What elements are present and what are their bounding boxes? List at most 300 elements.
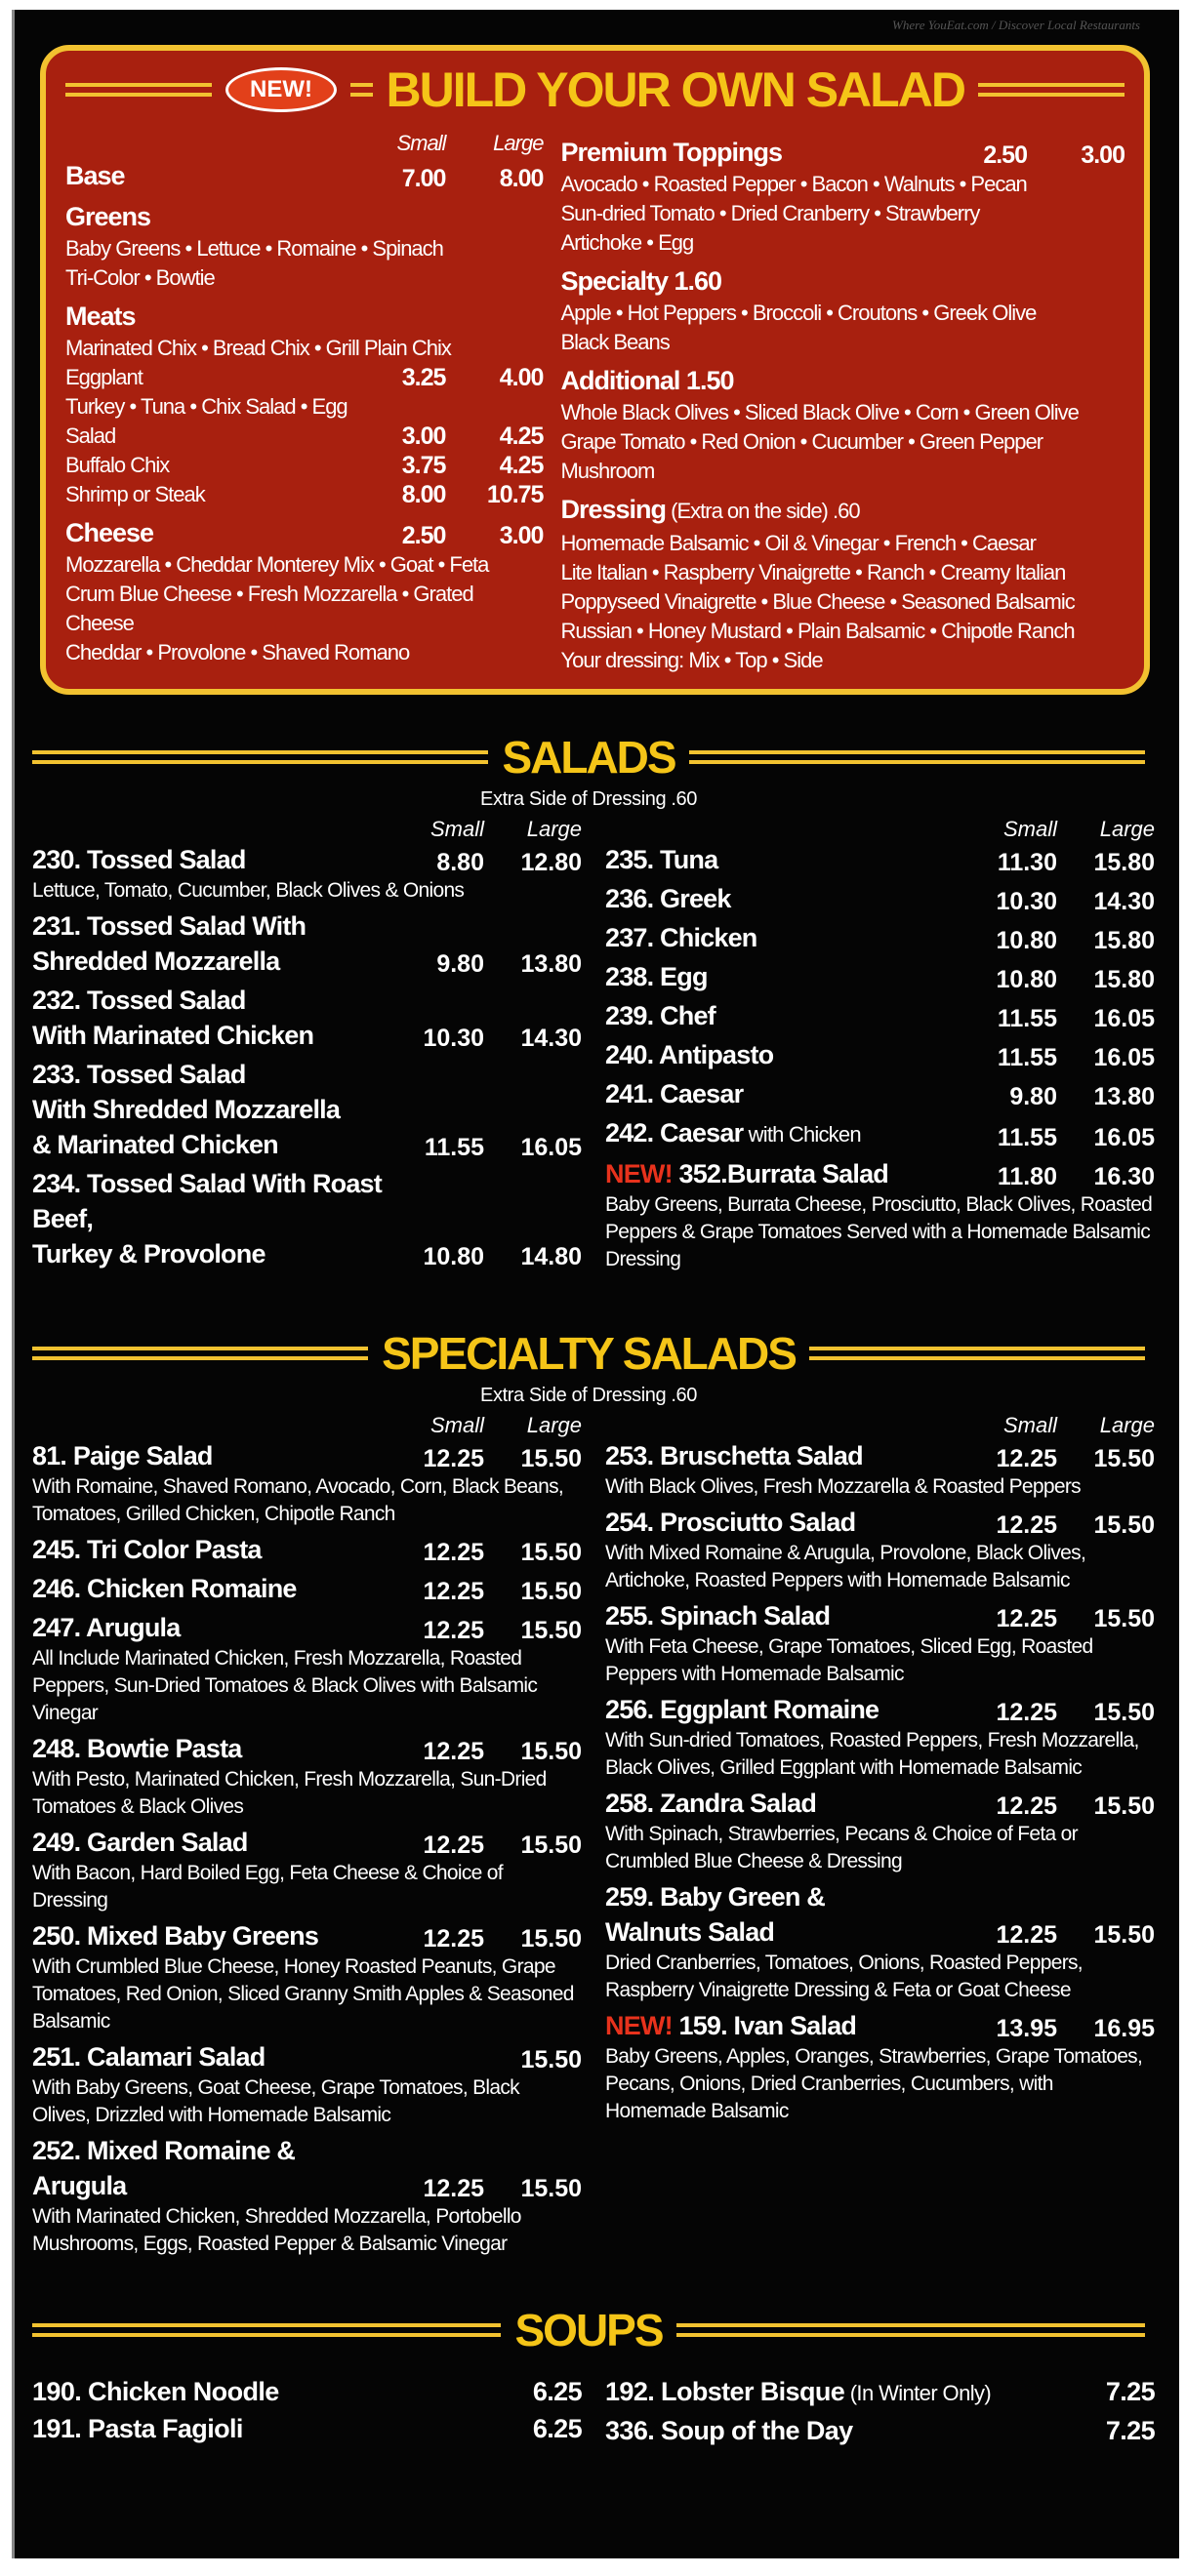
- small-price: 12.25: [996, 1445, 1057, 1472]
- small-price: 11.30: [997, 849, 1057, 876]
- small-price: 3.75: [401, 452, 446, 479]
- option-label: Buffalo Chix: [65, 453, 170, 477]
- large-price: 16.95: [1093, 2015, 1155, 2042]
- soup-price: 6.25: [532, 2414, 582, 2443]
- small-price: 2.50: [401, 522, 446, 549]
- divider: [978, 83, 1125, 97]
- large-price: 4.25: [499, 423, 544, 450]
- option-name: [560, 263, 1125, 299]
- option-heading: Premium Toppings: [560, 138, 782, 167]
- option-heading: Meats: [65, 302, 136, 331]
- large-price: 15.50: [1093, 1605, 1155, 1632]
- build-option-group: [65, 363, 543, 392]
- option-note: [666, 499, 860, 523]
- menu-item: [605, 1692, 1155, 1782]
- extra-dressing-note: Extra Side of Dressing .60: [480, 1385, 697, 1406]
- large-price: 16.05: [1093, 1044, 1155, 1071]
- small-price: 9.80: [1009, 1083, 1057, 1110]
- menu-item-row: [32, 1610, 582, 1645]
- menu-item: [32, 1918, 582, 2035]
- small-price: 12.25: [423, 1617, 484, 1644]
- menu-item: [32, 1532, 582, 1567]
- large-price: 14.80: [520, 1243, 582, 1270]
- divider: [350, 83, 373, 97]
- menu-item-row: [32, 1166, 582, 1271]
- large-header: Large: [1099, 817, 1155, 841]
- soup-item: [32, 2373, 582, 2410]
- item-name: [605, 998, 960, 1033]
- small-price: 12.25: [423, 1831, 484, 1859]
- large-price: 15.50: [520, 1617, 582, 1644]
- item-title: 247. Arugula: [32, 1613, 181, 1642]
- menu-item-row: [605, 1879, 1155, 1950]
- soup-name: [32, 2373, 484, 2410]
- build-option-group: [65, 451, 543, 480]
- option-heading: Additional 1.50: [560, 366, 734, 395]
- item-name: [605, 2008, 960, 2043]
- item-description: Dried Cranberries, Tomatoes, Onions, Roasted Peppers, Raspberry Vinaigrette Dressing & Feta or Goat Cheese: [605, 1952, 1083, 2001]
- menu-item-row: [605, 998, 1155, 1033]
- small-header: Small: [1002, 1413, 1057, 1437]
- menu-item: [605, 1879, 1155, 2004]
- large-price: 13.80: [520, 950, 582, 978]
- large-price: 14.30: [1093, 888, 1155, 915]
- small-price: 9.80: [436, 950, 484, 978]
- large-price: 15.50: [1093, 1511, 1155, 1539]
- build-option-group: [560, 263, 1125, 357]
- item-name: [32, 1057, 387, 1162]
- item-description: With Romaine, Shaved Romano, Avocado, Corn, Black Beans, Tomatoes, Grilled Chicken, Chipotle Ranch: [32, 1475, 564, 1525]
- section-title: BUILD YOUR OWN SALAD: [386, 62, 964, 117]
- soup-title: 336. Soup of the Day: [605, 2416, 853, 2445]
- option-list: Homemade Balsamic • Oil & Vinegar • French • Caesar Lite Italian • Raspberry Vinaigrette • Ranch • Creamy Italian Poppyseed Vinaigrette • Blue Cheese • Seasoned Balsamic Russian • Honey Mustard • Plain Balsamic • Chipotle Ranch Your dressing: Mix • Top • Side: [560, 531, 1075, 672]
- item-description: All Include Marinated Chicken, Fresh Mozzarella, Roasted Peppers, Sun-Dried Tomatoes & Black Olives with Balsamic Vinegar: [32, 1647, 538, 1724]
- item-title: 239. Chef: [605, 1001, 716, 1030]
- option-row: [560, 135, 1125, 170]
- build-option-group: [560, 363, 1125, 486]
- menu-item-row: [605, 1115, 1155, 1152]
- item-title: 242. Caesar: [605, 1118, 744, 1147]
- option-heading: Cheese: [65, 518, 154, 547]
- option-label: Eggplant: [65, 365, 143, 389]
- option-name: [65, 158, 348, 193]
- soup-name: [32, 2410, 484, 2447]
- small-price: 12.25: [996, 1921, 1057, 1949]
- build-option-group: [560, 135, 1125, 258]
- item-title: 251. Calamari Salad: [32, 2042, 266, 2072]
- option-row: [65, 480, 543, 509]
- option-heading: Greens: [65, 202, 151, 231]
- item-description: Lettuce, Tomato, Cucumber, Black Olives & Onions: [32, 879, 465, 902]
- menu-item-row: [605, 959, 1155, 994]
- item-title: 238. Egg: [605, 962, 708, 991]
- soups-list: [32, 2373, 1155, 2449]
- soup-price: 7.25: [1105, 2377, 1155, 2406]
- item-name: [605, 959, 960, 994]
- small-price: 13.95: [996, 2015, 1057, 2042]
- small-price: 3.00: [401, 423, 446, 450]
- large-price: 3.00: [499, 522, 544, 549]
- option-heading: Dressing: [560, 495, 666, 524]
- section-title: SPECIALTY SALADS: [382, 1328, 796, 1379]
- menu-item: [32, 983, 582, 1053]
- menu-item-row: [32, 1731, 582, 1766]
- menu-item: [32, 2039, 582, 2129]
- menu-item-row: [605, 2008, 1155, 2043]
- item-name: [32, 2039, 387, 2074]
- soup-item: [605, 2412, 1155, 2449]
- small-price: 11.55: [424, 1134, 484, 1161]
- item-name: [605, 1598, 960, 1633]
- menu-item: [605, 1076, 1155, 1111]
- menu-item-row: [605, 1692, 1155, 1727]
- build-option-group: [65, 515, 543, 667]
- large-price: 16.05: [1093, 1005, 1155, 1032]
- item-title: 245. Tri Color Pasta: [32, 1535, 262, 1564]
- item-note: with Chicken: [743, 1122, 861, 1147]
- menu-item: [605, 1786, 1155, 1875]
- large-header: Large: [526, 1413, 582, 1437]
- large-price: 15.50: [520, 1445, 582, 1472]
- item-title: 231. Tossed Salad With Shredded Mozzarella: [32, 911, 307, 976]
- small-price: 12.25: [996, 1605, 1057, 1632]
- item-title: 81. Paige Salad: [32, 1441, 213, 1470]
- menu-item: [32, 1166, 582, 1271]
- large-price: 14.30: [520, 1025, 582, 1052]
- menu-item-row: [32, 1532, 582, 1567]
- menu-item-row: [605, 1156, 1155, 1191]
- menu-item-row: [32, 2039, 582, 2074]
- item-name: [32, 1571, 387, 1606]
- menu-item-row: [32, 1438, 582, 1473]
- item-title: 240. Antipasto: [605, 1040, 774, 1069]
- large-price: 15.80: [1093, 849, 1155, 876]
- option-name: [560, 135, 929, 170]
- specialty-salads-list: [32, 1413, 1155, 2262]
- item-title: 252. Mixed Romaine & Arugula: [32, 2136, 296, 2200]
- item-name: [32, 2133, 387, 2203]
- menu-item-row: [32, 1918, 582, 1953]
- option-row: [65, 363, 543, 392]
- divider: [32, 1347, 368, 1360]
- item-title: 258. Zandra Salad: [605, 1789, 817, 1818]
- section-title: SALADS: [502, 732, 675, 783]
- large-price: 15.50: [520, 1578, 582, 1605]
- menu-item: [32, 1731, 582, 1821]
- menu-item: [605, 842, 1155, 877]
- large-price: 15.50: [520, 1831, 582, 1859]
- large-price: 16.30: [1093, 1163, 1155, 1190]
- large-price: 16.05: [520, 1134, 582, 1161]
- item-title: 248. Bowtie Pasta: [32, 1734, 242, 1763]
- option-row: [65, 299, 543, 334]
- small-price: 12.25: [996, 1511, 1057, 1539]
- small-price: 11.55: [997, 1044, 1057, 1071]
- item-description: With Baby Greens, Goat Cheese, Grape Tomatoes, Black Olives, Drizzled with Homemade Balsamic: [32, 2076, 519, 2126]
- menu-item: [32, 908, 582, 979]
- menu-item-row: [32, 1057, 582, 1162]
- item-title: 236. Greek: [605, 884, 731, 913]
- item-title: 237. Chicken: [605, 923, 757, 952]
- item-name: [32, 1825, 387, 1860]
- option-list: Baby Greens • Lettuce • Romaine • Spinach Tri-Color • Bowtie: [65, 236, 443, 290]
- small-price: 12.25: [996, 1792, 1057, 1820]
- soup-price: 7.25: [1105, 2416, 1155, 2445]
- menu-item: [605, 998, 1155, 1033]
- item-name: [32, 1438, 387, 1473]
- large-price: 15.50: [520, 2175, 582, 2202]
- item-title: 232. Tossed Salad With Marinated Chicken: [32, 986, 314, 1050]
- option-list: Marinated Chix • Bread Chix • Grill Plain Chix: [65, 336, 451, 360]
- item-title: 253. Bruschetta Salad: [605, 1441, 863, 1470]
- option-label: Shrimp or Steak: [65, 482, 205, 506]
- item-name: [32, 1532, 387, 1567]
- small-price: 12.25: [423, 1578, 484, 1605]
- menu-item: [32, 842, 582, 905]
- item-title: 246. Chicken Romaine: [32, 1574, 297, 1603]
- item-title: 159. Ivan Salad: [678, 2011, 857, 2040]
- menu-item-row: [605, 842, 1155, 877]
- menu-item-row: [605, 1505, 1155, 1540]
- soup-item: [605, 2373, 1155, 2412]
- large-price: 15.50: [1093, 1792, 1155, 1820]
- item-name: [32, 1610, 387, 1645]
- option-list: Mozzarella • Cheddar Monterey Mix • Goat • Feta Crum Blue Cheese • Fresh Mozzarella • Grated Cheese Cheddar • Provolone • Shaved Romano: [65, 552, 489, 664]
- option-name: [65, 299, 543, 334]
- menu-item-row: [605, 1037, 1155, 1072]
- small-header: Small: [429, 817, 484, 841]
- option-list: Apple • Hot Peppers • Broccoli • Croutons • Greek Olive Black Beans: [560, 301, 1037, 354]
- item-name: [32, 908, 387, 979]
- small-price: 2.50: [983, 141, 1027, 169]
- item-title: 250. Mixed Baby Greens: [32, 1921, 319, 1951]
- small-price: 12.25: [423, 2175, 484, 2202]
- price-header: [32, 1413, 582, 1438]
- menu-item: [605, 1438, 1155, 1501]
- item-description: With Bacon, Hard Boiled Egg, Feta Cheese & Choice of Dressing: [32, 1862, 503, 1912]
- menu-item: [32, 2133, 582, 2258]
- section-title: SOUPS: [514, 2305, 663, 2355]
- menu-item: [32, 1057, 582, 1162]
- large-price: 15.50: [1093, 1921, 1155, 1949]
- small-price: 8.80: [436, 849, 484, 876]
- large-price: 15.50: [1093, 1699, 1155, 1726]
- small-price: 8.00: [401, 481, 446, 508]
- build-title-bar: [65, 51, 1125, 129]
- menu-item-row: [32, 1825, 582, 1860]
- soup-note: (In Winter Only): [844, 2381, 992, 2405]
- menu-page: [12, 10, 1179, 2558]
- item-title: 249. Garden Salad: [32, 1828, 248, 1857]
- soup-title: 191. Pasta Fagioli: [32, 2414, 243, 2443]
- price-header: [605, 817, 1155, 842]
- item-name: [32, 1731, 387, 1766]
- divider: [809, 1347, 1145, 1360]
- soup-price: 6.25: [532, 2377, 582, 2406]
- large-header: Large: [526, 817, 582, 841]
- small-price: 10.80: [996, 927, 1057, 954]
- item-name: [32, 1166, 387, 1271]
- item-description: With Black Olives, Fresh Mozzarella & Roasted Peppers: [605, 1475, 1081, 1498]
- small-price: 11.55: [997, 1005, 1057, 1032]
- menu-item-row: [605, 1598, 1155, 1633]
- item-description: With Spinach, Strawberries, Pecans & Choice of Feta or Crumbled Blue Cheese & Dressing: [605, 1823, 1078, 1872]
- menu-item-row: [605, 920, 1155, 955]
- option-name: [560, 363, 1125, 398]
- salads-list: [32, 817, 1155, 1277]
- large-price: 15.80: [1093, 966, 1155, 993]
- item-name: [605, 1076, 960, 1111]
- small-price: 3.25: [401, 364, 446, 391]
- watermark: Where YouEat.com / Discover Local Restaurants: [892, 18, 1140, 32]
- build-option-group: [65, 158, 543, 193]
- menu-item-row: [605, 1786, 1155, 1821]
- menu-item: [605, 2008, 1155, 2125]
- menu-item-row: [32, 1571, 582, 1606]
- item-name: [605, 1115, 960, 1152]
- item-name: [32, 983, 387, 1053]
- menu-item-row: [32, 983, 582, 1053]
- small-price: 12.25: [423, 1925, 484, 1952]
- large-price: 8.00: [499, 165, 544, 192]
- item-title: 235. Tuna: [605, 845, 718, 874]
- small-price: 12.25: [423, 1445, 484, 1472]
- option-name: [560, 492, 1125, 529]
- large-price: 15.50: [520, 1539, 582, 1566]
- item-name: [605, 842, 960, 877]
- menu-item-row: [32, 908, 582, 979]
- item-name: [605, 1879, 960, 1950]
- item-title: 234. Tossed Salad With Roast Beef, Turkey & Provolone: [32, 1169, 382, 1268]
- option-row: [65, 451, 543, 480]
- item-description: With Feta Cheese, Grape Tomatoes, Sliced Egg, Roasted Peppers with Homemade Balsamic: [605, 1635, 1093, 1685]
- new-badge: NEW!: [605, 1159, 679, 1188]
- option-name: [65, 199, 543, 234]
- large-header: Large: [1099, 1413, 1155, 1437]
- menu-item: [32, 1825, 582, 1914]
- option-row: [65, 515, 543, 550]
- item-name: [605, 1692, 960, 1727]
- small-price: 10.30: [423, 1025, 484, 1052]
- menu-item: [605, 1037, 1155, 1072]
- large-price: 10.75: [486, 481, 544, 508]
- item-description: With Crumbled Blue Cheese, Honey Roasted Peanuts, Grape Tomatoes, Red Onion, Sliced Granny Smith Apples & Seasoned Balsamic: [32, 1955, 574, 2033]
- large-price: 3.00: [1081, 141, 1125, 169]
- option-label: Turkey • Tuna • Chix Salad • Egg Salad: [65, 394, 348, 448]
- option-row: [65, 392, 543, 451]
- item-description: Baby Greens, Burrata Cheese, Prosciutto, Black Olives, Roasted Peppers & Grape Tomatoes Served with a Homemade Balsamic Dressing: [605, 1193, 1153, 1270]
- large-price: 13.80: [1093, 1083, 1155, 1110]
- option-row: [65, 158, 543, 193]
- option-heading: Base: [65, 161, 125, 190]
- item-title: 254. Prosciutto Salad: [605, 1508, 856, 1537]
- menu-item-row: [605, 881, 1155, 916]
- option-name: [65, 392, 348, 451]
- divider: [32, 750, 488, 764]
- small-header: Small: [396, 131, 446, 155]
- small-price: 12.25: [996, 1699, 1057, 1726]
- divider: [65, 83, 212, 97]
- soup-title: 192. Lobster Bisque: [605, 2377, 845, 2406]
- item-title: 241. Caesar: [605, 1079, 744, 1108]
- option-row: [65, 199, 543, 234]
- menu-item: [32, 1610, 582, 1727]
- item-description: Baby Greens, Apples, Oranges, Strawberries, Grape Tomatoes, Pecans, Onions, Dried Cranberries, Cucumbers, with Homemade Balsamic: [605, 2045, 1143, 2122]
- item-title: 352.Burrata Salad: [678, 1159, 889, 1188]
- small-price: 10.30: [996, 888, 1057, 915]
- small-header: Small: [429, 1413, 484, 1437]
- item-name: [32, 842, 387, 877]
- price-header: [32, 817, 582, 842]
- item-name: [605, 1037, 960, 1072]
- menu-item-row: [605, 1076, 1155, 1111]
- large-price: 15.80: [1093, 927, 1155, 954]
- build-option-group: [65, 392, 543, 451]
- build-your-own-salad-panel: [40, 45, 1150, 695]
- new-badge: NEW!: [225, 67, 337, 112]
- item-name: [605, 881, 960, 916]
- option-row: [560, 263, 1125, 299]
- small-price: 10.80: [996, 966, 1057, 993]
- soup-name: [605, 2412, 1057, 2449]
- menu-item: [605, 1115, 1155, 1152]
- item-description: With Pesto, Marinated Chicken, Fresh Mozzarella, Sun-Dried Tomatoes & Black Olives: [32, 1768, 547, 1818]
- large-price: 16.05: [1093, 1124, 1155, 1151]
- build-option-group: [65, 199, 543, 293]
- option-name: [65, 515, 348, 550]
- small-price: 12.25: [423, 1738, 484, 1765]
- item-description: With Mixed Romaine & Arugula, Provolone, Black Olives, Artichoke, Roasted Peppers with Homemade Balsamic: [605, 1542, 1086, 1591]
- item-name: [605, 920, 960, 955]
- option-name: [65, 451, 348, 480]
- build-option-group: [65, 299, 543, 363]
- small-price: 10.80: [423, 1243, 484, 1270]
- menu-item: [32, 1438, 582, 1528]
- item-name: [32, 1918, 387, 1953]
- item-description: With Sun-dried Tomatoes, Roasted Peppers, Fresh Mozzarella, Black Olives, Grilled Eggplant with Homemade Balsamic: [605, 1729, 1139, 1779]
- small-price: 7.00: [401, 165, 446, 192]
- option-list: Whole Black Olives • Sliced Black Olive • Corn • Green Olive Grape Tomato • Red Onion • Cucumber • Green Pepper Mushroom: [560, 400, 1079, 483]
- option-heading: Specialty 1.60: [560, 266, 722, 296]
- small-header: Small: [1002, 817, 1057, 841]
- menu-item: [605, 1598, 1155, 1688]
- item-title: 256. Eggplant Romaine: [605, 1695, 879, 1724]
- menu-item: [32, 1571, 582, 1606]
- specialty-salads-header: [32, 1324, 1145, 1407]
- item-title: 259. Baby Green & Walnuts Salad: [605, 1882, 826, 1947]
- item-name: [605, 1156, 960, 1191]
- large-price: 4.00: [499, 364, 544, 391]
- item-title: 255. Spinach Salad: [605, 1601, 831, 1630]
- option-row: [560, 492, 1125, 529]
- large-price: 15.50: [1093, 1445, 1155, 1472]
- menu-item-row: [605, 1438, 1155, 1473]
- build-left-column: [65, 129, 543, 675]
- extra-dressing-note: Extra Side of Dressing .60: [480, 788, 697, 810]
- small-price: 11.80: [997, 1163, 1057, 1190]
- menu-item-row: [32, 2133, 582, 2203]
- divider: [689, 750, 1145, 764]
- small-price: 12.25: [423, 1539, 484, 1566]
- item-title: 230. Tossed Salad: [32, 845, 246, 874]
- large-price: 15.50: [520, 2046, 582, 2073]
- item-description: With Marinated Chicken, Shredded Mozzarella, Portobello Mushrooms, Eggs, Roasted Pepper & Balsamic Vinegar: [32, 2205, 521, 2255]
- price-header: [605, 1413, 1155, 1438]
- menu-item: [605, 920, 1155, 955]
- soup-name: [605, 2373, 1057, 2412]
- item-name: [605, 1438, 960, 1473]
- divider: [32, 2323, 501, 2337]
